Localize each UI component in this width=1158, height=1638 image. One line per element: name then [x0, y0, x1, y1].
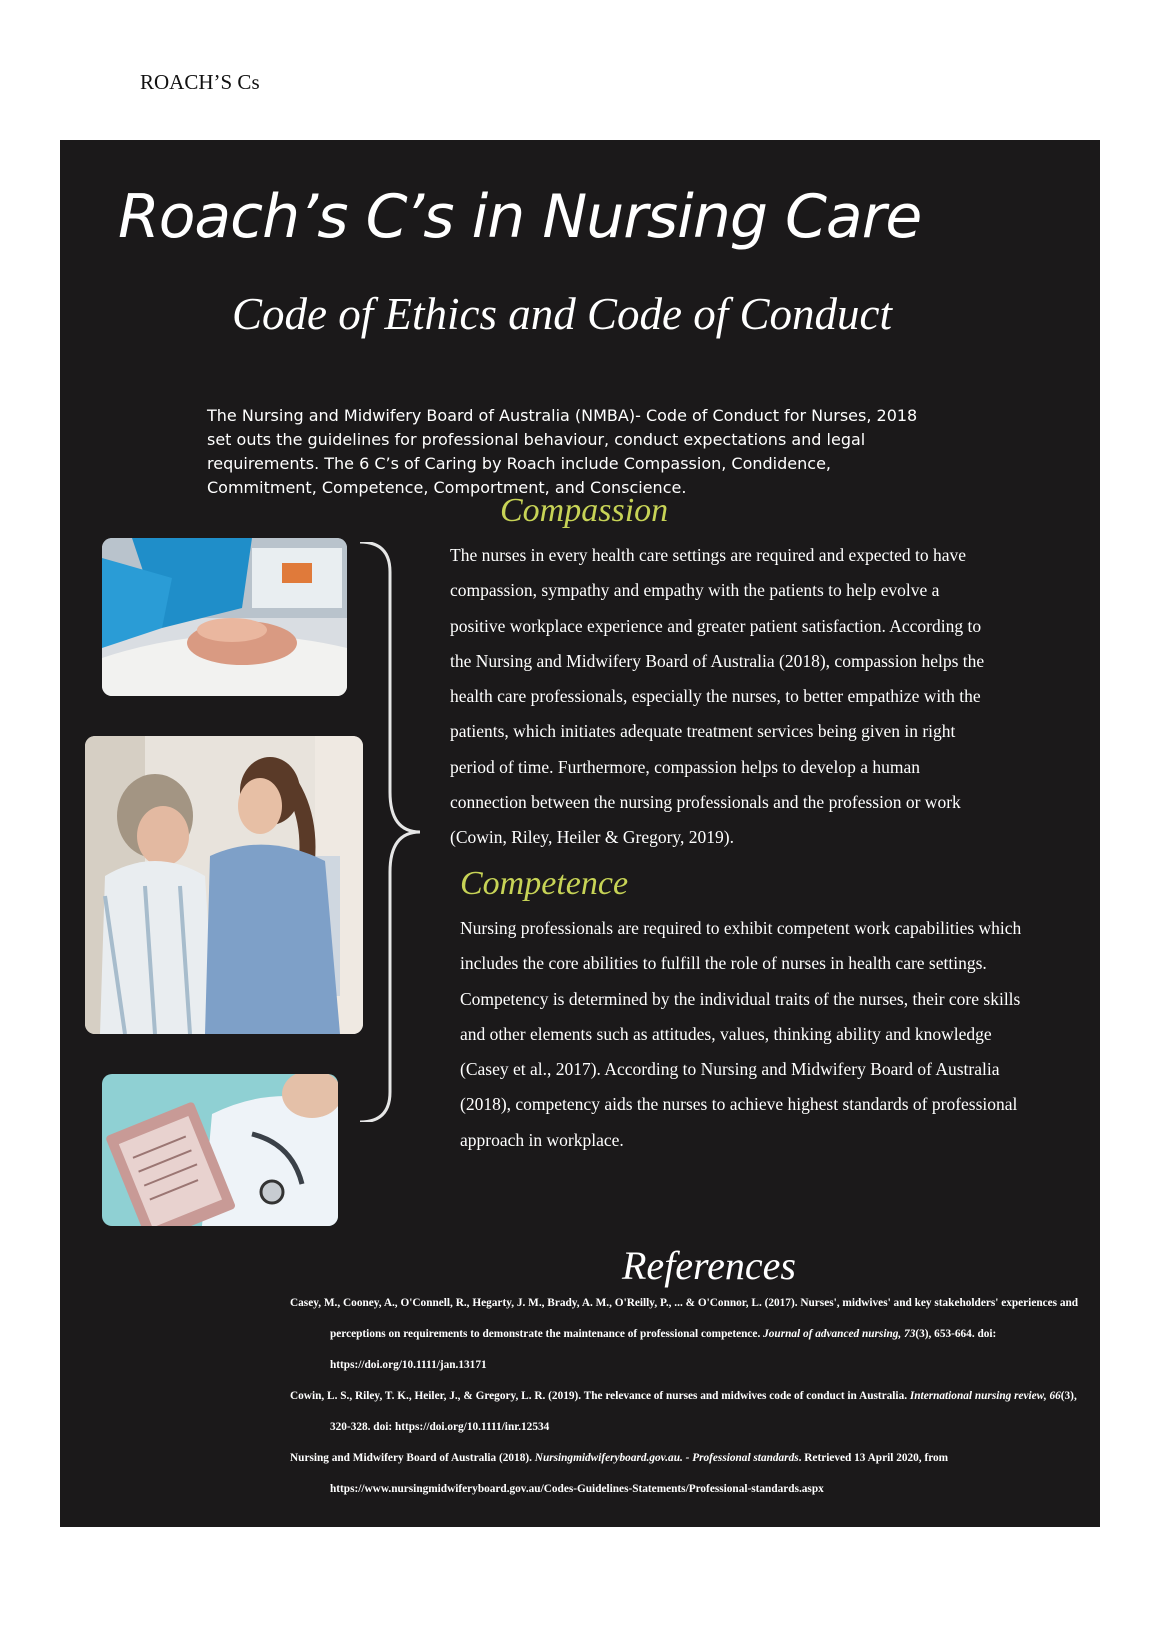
competence-heading: Competence	[460, 865, 629, 902]
compassion-heading: Compassion	[500, 492, 669, 529]
references-list	[290, 1288, 1080, 1505]
references-heading: References	[622, 1243, 796, 1288]
photo-nurse-clipboard	[102, 1074, 338, 1226]
page-header: ROACH’S Cs	[140, 70, 260, 94]
intro-paragraph: The Nursing and Midwifery Board of Australia (NMBA)- Code of Conduct for Nurses, 2018 set outs the guidelines for professional behaviour, conduct expectations and legal requirements. The 6 C’s of Caring by Roach include Compassion, Condidence, Commitment, Competence, Comportment, and Conscience.	[207, 406, 918, 497]
reference-item: Nursing and Midwifery Board of Australia (2018). Nursingmidwiferyboard.gov.au. - Professional standards. Retrieved 13 April 2020, from https://www.nursingmidwiferyboard.gov.au/Codes-Guidelines-Statements/Professional-standards.aspx	[290, 1452, 949, 1495]
compassion-paragraph: The nurses in every health care settings are required and expected to have compassion, sympathy and empathy with the patients to help evolve a positive workplace experience and greater patient satisfaction. According to the Nursing and Midwifery Board of Australia (2018), compassion helps the health care professionals, especially the nurses, to better empathize with the patients, which initiates adequate treatment services being given in right period of time. Furthermore, compassion helps to develop a human connection between the nursing professionals and the profession or work (Cowin, Riley, Heiler & Gregory, 2019).	[450, 545, 985, 848]
reference-item: Casey, M., Cooney, A., O'Connell, R., Hegarty, J. M., Brady, A. M., O'Reilly, P., ... & O'Connor, L. (2017). Nurses', midwives' and key stakeholders' experiences and perceptions on requirements to demonstrate the maintenance of professional competence. Journal of advanced nursing, 73(3), 653-664. doi: https://doi.org/10.1111/jan.13171	[290, 1297, 1079, 1371]
poster-title: Roach’s C’s in Nursing Care	[118, 182, 922, 252]
photo-nurse-and-patient	[85, 736, 363, 1034]
competence-paragraph: Nursing professionals are required to exhibit competent work capabilities which includes the core abilities to fulfill the role of nurses in health care settings. Competency is determined by the individual traits of the nurses, their core skills and other elements such as attitudes, values, thinking ability and knowledge (Casey et al., 2017). According to Nursing and Midwifery Board of Australia (2018), competency aids the nurses to achieve highest standards of professional approach in workplace.	[460, 918, 1022, 1150]
curly-brace-divider	[360, 542, 430, 1122]
photo-holding-hands	[102, 538, 347, 696]
poster	[60, 140, 1100, 1527]
reference-item: Cowin, L. S., Riley, T. K., Heiler, J., & Gregory, L. R. (2019). The relevance of nurses and midwives code of conduct in Australia. International nursing review, 66(3), 320-328. doi: https://doi.org/10.1111/inr.12534	[290, 1390, 1077, 1433]
poster-subtitle: Code of Ethics and Code of Conduct	[232, 289, 892, 339]
